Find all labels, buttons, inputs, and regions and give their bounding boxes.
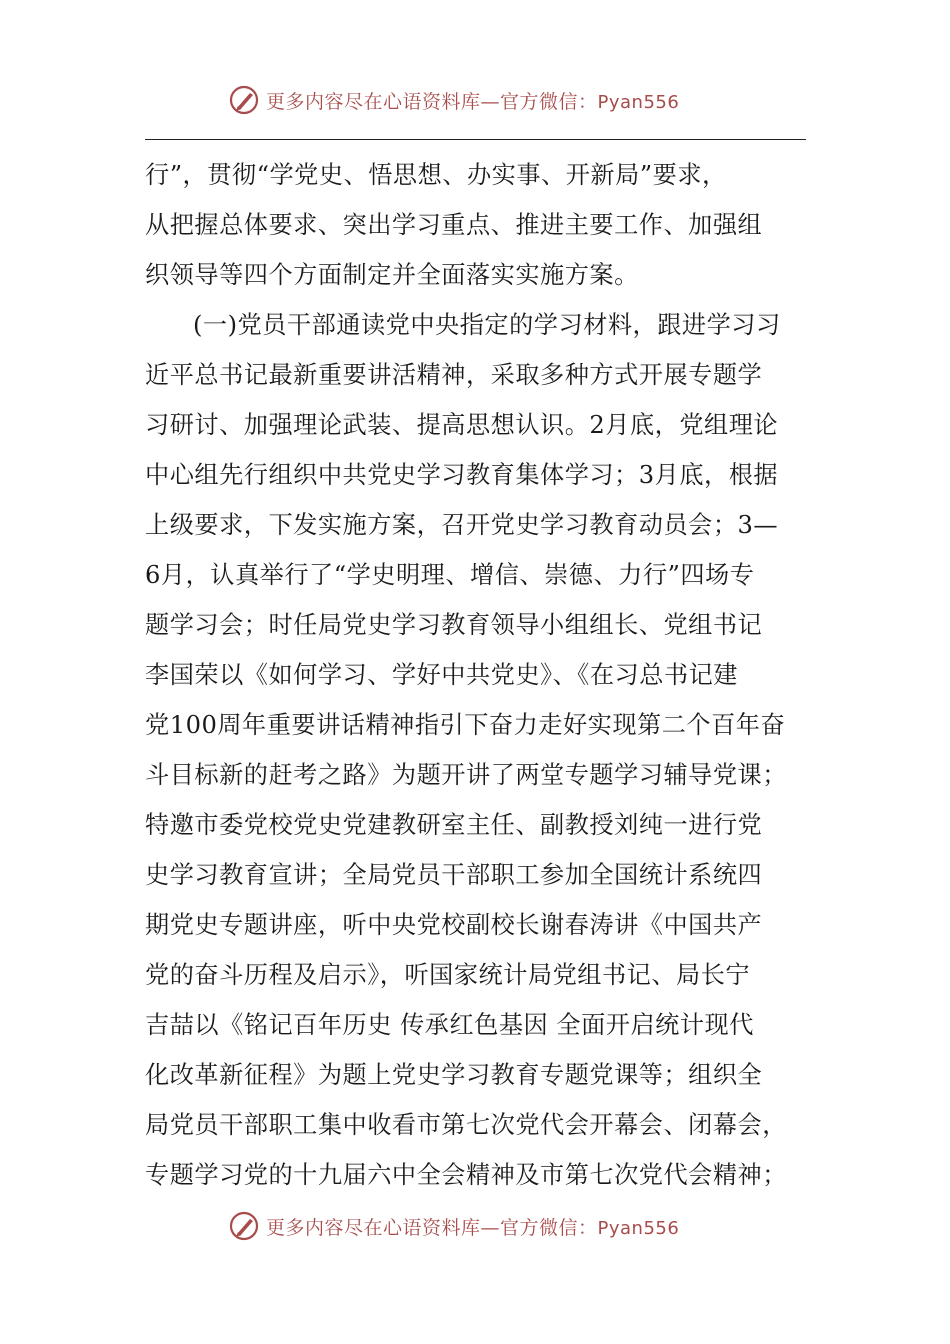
banner-slogan: 更多内容尽在心语资料库—官方微信： <box>266 90 598 113</box>
text-line: 局党员干部职工集中收看市第七次党代会开幕会、闭幕会， <box>145 1111 787 1139</box>
pen-logo-icon <box>228 1210 260 1242</box>
paragraph-start-line: (一)党员干部通读党中央指定的学习材料，跟进学习习 <box>193 311 781 339</box>
text-line: 特邀市委党校党史党建教研室主任、副教授刘纯一进行党 <box>145 811 763 839</box>
pen-logo-icon <box>228 84 260 116</box>
document-body <box>145 150 809 1200</box>
header-banner-text <box>266 87 679 114</box>
header-divider <box>145 139 806 140</box>
text-line: 上级要求，下发实施方案，召开党史学习教育动员会；3— <box>145 511 779 539</box>
text-line: 行”，贯彻“学党史、悟思想、办实事、开新局”要求， <box>145 161 727 189</box>
banner-slogan: 更多内容尽在心语资料库—官方微信： <box>266 1216 598 1239</box>
text-line: 6月，认真举行了“学史明理、增信、崇德、力行”四场专 <box>145 561 755 589</box>
header-banner-content <box>228 84 679 116</box>
text-line: 题学习会；时任局党史学习教育领导小组组长、党组书记 <box>145 611 763 639</box>
text-line: 史学习教育宣讲；全局党员干部职工参加全国统计系统四 <box>145 861 763 889</box>
text-line: 专题学习党的十九届六中全会精神及市第七次党代会精神； <box>145 1161 787 1189</box>
text-line: 从把握总体要求、突出学习重点、推进主要工作、加强组 <box>145 211 763 239</box>
header-banner <box>0 80 950 124</box>
footer-banner-text <box>266 1213 679 1240</box>
text-line: 化改革新征程》为题上党史学习教育专题党课等；组织全 <box>145 1061 763 1089</box>
text-line: 期党史专题讲座，听中央党校副校长谢春涛讲《中国共产 <box>145 911 763 939</box>
text-line: 党100周年重要讲话精神指引下奋力走好实现第二个百年奋 <box>145 711 786 739</box>
footer-banner-content <box>228 1210 679 1242</box>
footer-banner <box>0 1206 950 1250</box>
text-line: 织领导等四个方面制定并全面落实实施方案。 <box>145 261 639 289</box>
text-line: 中心组先行组织中共党史学习教育集体学习；3月底，根据 <box>145 461 779 489</box>
text-line: 李国荣以《如何学习、学好中共党史》、《在习总书记建 <box>145 661 738 689</box>
wechat-id: Pyan556 <box>597 1217 680 1239</box>
wechat-id: Pyan556 <box>597 91 680 113</box>
text-line: 吉喆以《铭记百年历史 传承红色基因 全面开启统计现代 <box>145 1011 754 1039</box>
text-line: 党的奋斗历程及启示》，听国家统计局党组书记、局长宁 <box>145 961 751 989</box>
text-line: 近平总书记最新重要讲活精神，采取多种方式开展专题学 <box>145 361 763 389</box>
text-line: 斗目标新的赶考之路》为题开讲了两堂专题学习辅导党课； <box>145 761 787 789</box>
text-line: 习研讨、加强理论武装、提高思想认识。2月底，党组理论 <box>145 411 779 439</box>
